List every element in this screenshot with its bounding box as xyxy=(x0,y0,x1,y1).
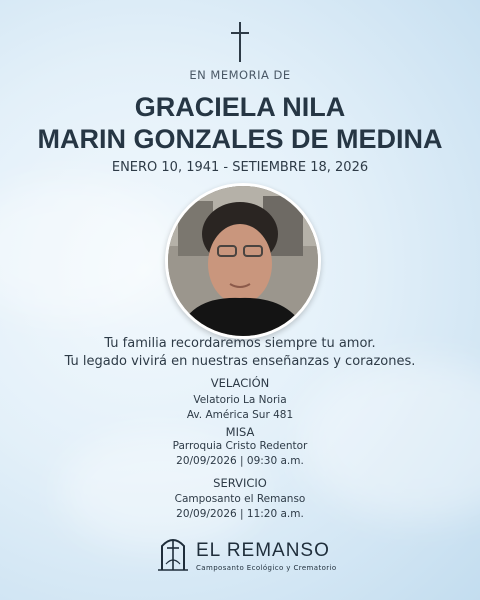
misa-title: MISA xyxy=(225,425,255,439)
servicio-title: SERVICIO xyxy=(213,476,267,490)
servicio-place: Camposanto el Remanso xyxy=(174,493,306,505)
message-line2: Tu legado vivirá en nuestras enseñanzas y corazones. xyxy=(64,354,416,369)
misa-datetime: 20/09/2026 | 09:30 a.m. xyxy=(176,455,304,467)
servicio-datetime: 20/09/2026 | 11:20 a.m. xyxy=(176,508,304,520)
portrait-photo xyxy=(165,183,321,339)
logo-subtitle: Camposanto Ecológico y Crematorio xyxy=(196,564,337,572)
life-dates: ENERO 10, 1941 - SETIEMBRE 18, 2026 xyxy=(111,160,369,175)
deceased-name-line1: GRACIELA NILA xyxy=(134,92,346,122)
deceased-name-line2: MARIN GONZALES DE MEDINA xyxy=(37,124,443,154)
velacion-title: VELACIÓN xyxy=(210,376,270,390)
in-memory-label: EN MEMORIA DE xyxy=(189,68,291,82)
background-cloud xyxy=(0,180,180,320)
velacion-address: Av. América Sur 481 xyxy=(186,409,294,421)
velacion-place: Velatorio La Noria xyxy=(193,394,287,406)
remanso-logo-icon xyxy=(158,534,188,572)
misa-place: Parroquia Cristo Redentor xyxy=(172,440,308,452)
logo-name: EL REMANSO xyxy=(196,540,330,561)
message-line1: Tu familia recordaremos siempre tu amor. xyxy=(104,336,376,351)
cross-icon xyxy=(231,22,249,62)
